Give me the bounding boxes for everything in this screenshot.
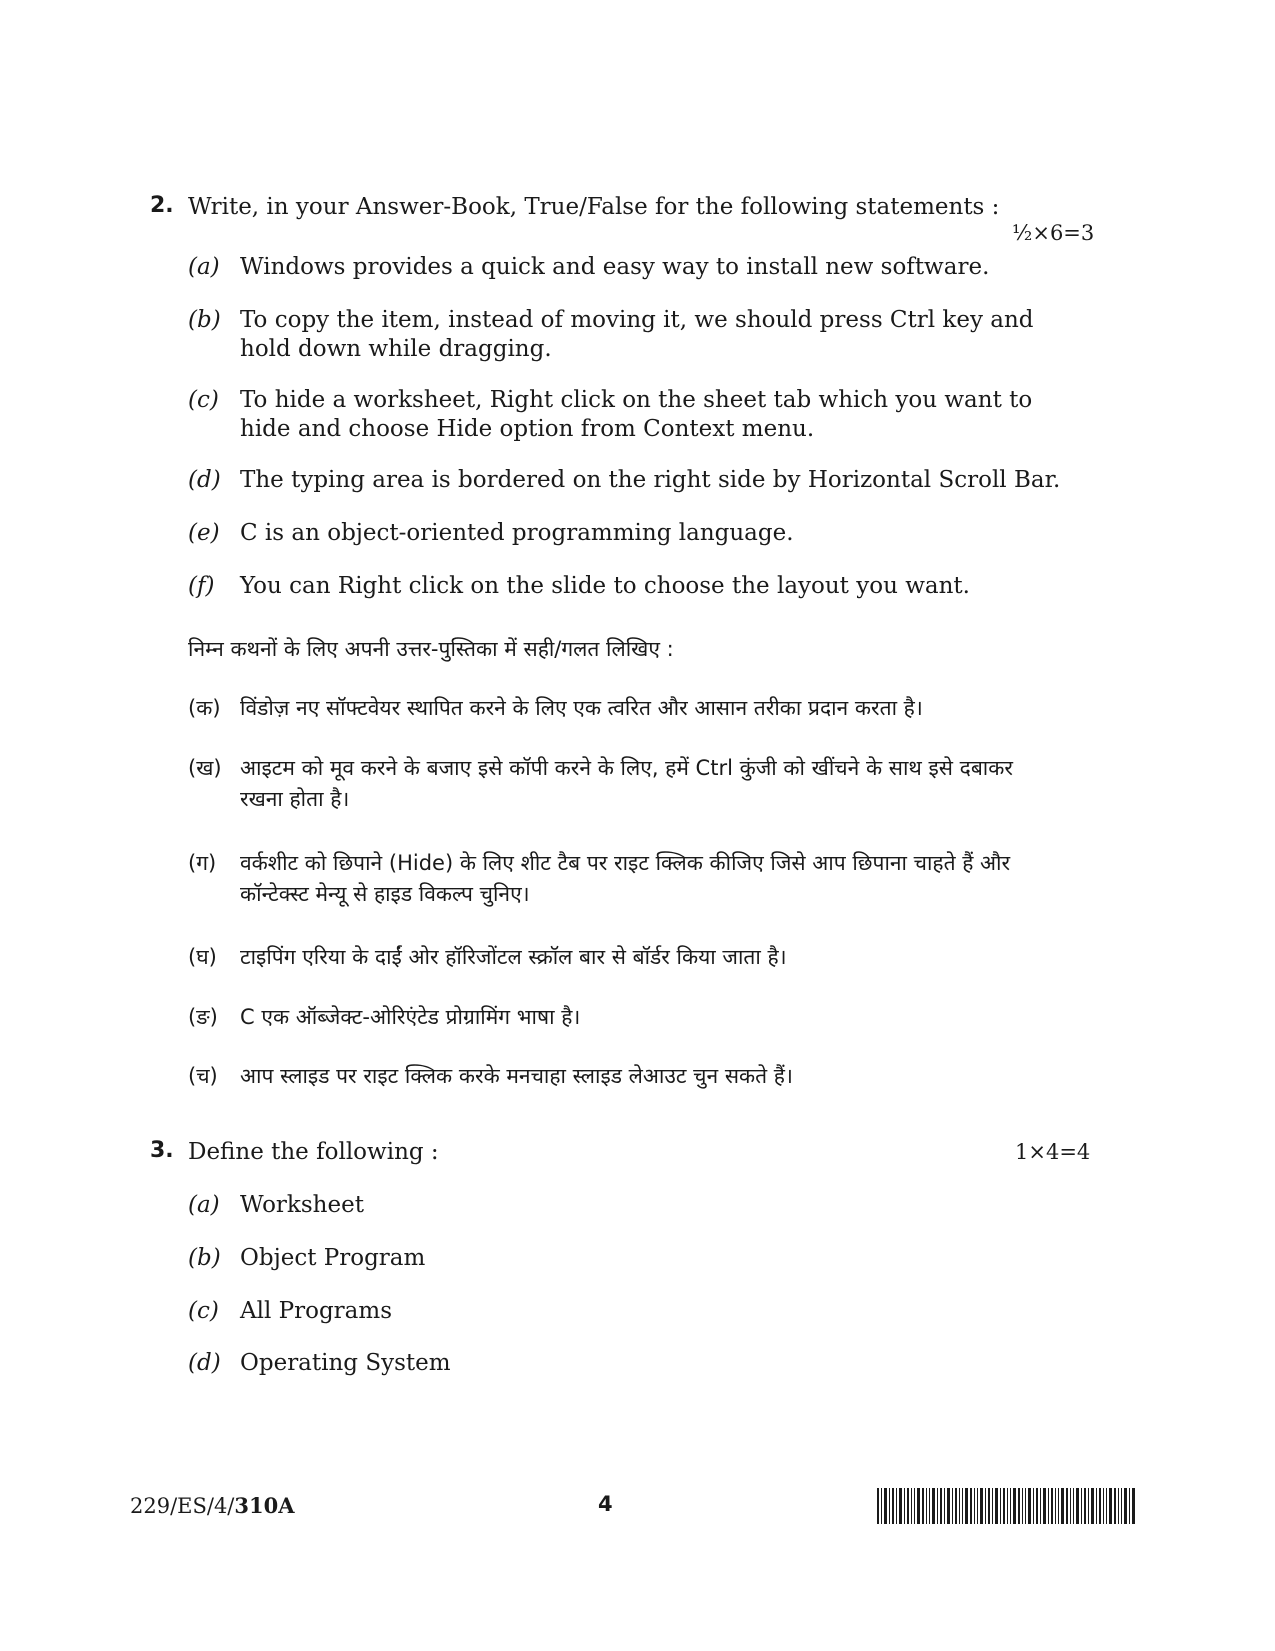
q2-item-c-text: To hide a worksheet, Right click on the sheet tab which you want to hide and choose Hide option from Context menu. [240,387,1033,442]
q2-hindi-item-cha-label: (च) [188,1064,218,1088]
q2-hindi-item-nga-label: (ङ) [188,1005,218,1029]
q2-item-d-text: The typing area is bordered on the right side by Horizontal Scroll Bar. [240,467,1061,493]
q3-item-a-label: (a) [188,1192,220,1218]
q2-item-e-text: C is an object-oriented programming language. [240,520,794,546]
q2-hindi-item-kha-label: (ख) [188,756,222,780]
page-number: 4 [598,1492,613,1516]
question-3-prompt: Define the following : [188,1139,439,1165]
paper-code-suffix: 310A [234,1493,295,1518]
q2-hindi-item-cha-text: आप स्लाइड पर राइट क्लिक करके मनचाहा स्लाइड लेआउट चुन सकते हैं। [240,1064,793,1088]
q2-item-e-label: (e) [188,520,220,546]
q2-hindi-item-ga-text: वर्कशीट को छिपाने (Hide) के लिए शीट टैब पर राइट क्लिक कीजिए जिसे आप छिपाना चाहते हैं और कॉन्टेक्स्ट मेन्यू से हाइड विकल्प चुनिए। [240,851,1011,906]
q2-hindi-item-kha-text: आइटम को मूव करने के बजाए इसे कॉपी करने के लिए, हमें Ctrl कुंजी को खींचने के साथ इसे दबाकर रखना होता है। [240,756,1013,811]
question-2-prompt: Write, in your Answer-Book, True/False for the following statements : [188,194,1000,220]
q2-item-a-label: (a) [188,254,220,280]
question-2-marks: ½×6=3 [1012,221,1095,245]
q3-item-d-label: (d) [188,1350,221,1376]
q2-item-b-label: (b) [188,307,221,333]
q3-item-b-label: (b) [188,1245,221,1271]
paper-code-prefix: 229/ES/4/ [130,1494,235,1518]
question-2-number: 2. [150,193,174,218]
q3-item-c-label: (c) [188,1298,219,1324]
q3-item-d-text: Operating System [240,1350,451,1376]
q3-item-b-text: Object Program [240,1245,426,1271]
q2-hindi-item-ka-text: विंडोज़ नए सॉफ्टवेयर स्थापित करने के लिए एक त्वरित और आसान तरीका प्रदान करता है। [240,696,923,720]
q2-hindi-item-ga-label: (ग) [188,851,217,875]
paper-code [130,1493,295,1518]
q3-item-c-text: All Programs [240,1298,392,1324]
q2-item-a-text: Windows provides a quick and easy way to install new software. [240,254,990,280]
q2-hindi-item-gha-text: टाइपिंग एरिया के दाईं ओर हॉरिजोंटल स्क्रॉल बार से बॉर्डर किया जाता है। [240,945,787,969]
q3-item-a-text: Worksheet [240,1192,364,1218]
question-3-marks: 1×4=4 [1015,1140,1091,1164]
q2-item-f-text: You can Right click on the slide to choose the layout you want. [240,573,970,599]
q2-item-d-label: (d) [188,467,221,493]
q2-item-b-text: To copy the item, instead of moving it, we should press Ctrl key and hold down while dragging. [240,307,1034,362]
question-2-prompt-hindi: निम्न कथनों के लिए अपनी उत्तर-पुस्तिका में सही/गलत लिखिए : [188,637,674,661]
q2-item-c-label: (c) [188,387,219,413]
q2-hindi-item-gha-label: (घ) [188,945,217,969]
q2-hindi-item-nga-text: C एक ऑब्जेक्ट-ओरिएंटेड प्रोग्रामिंग भाषा है। [240,1005,581,1029]
q2-item-f-label: (f) [188,573,215,599]
barcode-image [877,1488,1135,1524]
question-3-number: 3. [150,1138,174,1163]
q2-hindi-item-ka-label: (क) [188,696,221,720]
